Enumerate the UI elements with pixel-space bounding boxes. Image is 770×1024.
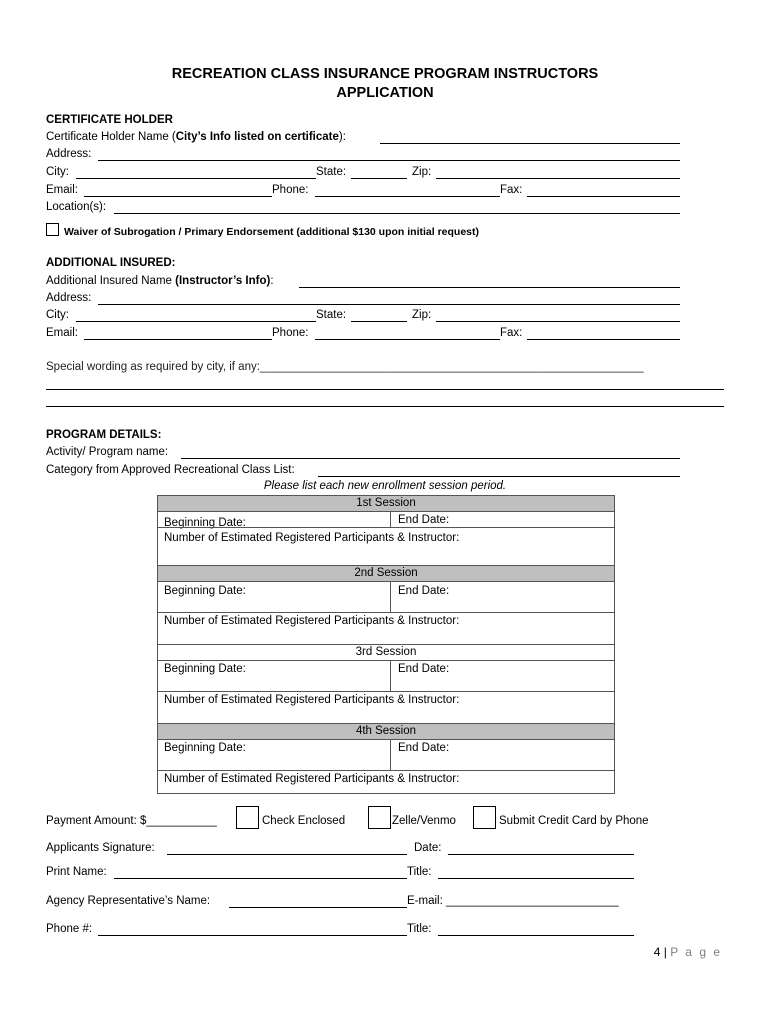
print-name-label: Print Name: [46,866,107,878]
certificate-address-field[interactable] [98,160,680,161]
session-4-begin-date[interactable]: Beginning Date: [164,742,246,754]
credit-card-label: Submit Credit Card by Phone [499,815,649,827]
certificate-email-field[interactable] [84,196,272,197]
special-wording-line-2[interactable] [46,406,724,407]
insured-state-label: State: [316,309,347,321]
special-wording-label: Special wording as required by city, if any:____________________________________________________________ [46,361,644,373]
session-3-end-date[interactable]: End Date: [398,663,450,675]
page-number: 4 [653,945,661,959]
credit-card-checkbox[interactable] [473,806,496,829]
title-label: Title: [407,866,432,878]
certificate-email-label: Email: [46,184,78,196]
session-1-header: 1st Session [158,496,614,512]
session-2-begin-date[interactable]: Beginning Date: [164,585,246,597]
date-field[interactable] [448,854,634,855]
agency-email-label[interactable]: E-mail: ___________________________ [407,895,619,907]
title-field-2[interactable] [438,935,634,936]
insured-city-label: City: [46,309,69,321]
category-label: Category from Approved Recreational Class List: [46,464,295,476]
certificate-location-label: Location(s): [46,201,107,213]
certificate-holder-name-label: Certificate Holder Name (City’s Info listed on certificate): [46,131,346,143]
session-4-participants[interactable]: Number of Estimated Registered Participants & Instructor: [164,773,460,785]
certificate-zip-label: Zip: [412,166,432,178]
session-2-participants[interactable]: Number of Estimated Registered Participants & Instructor: [164,615,460,627]
session-table [157,495,615,794]
document-title-line2: APPLICATION [336,85,434,101]
insured-fax-field[interactable] [527,339,680,340]
check-enclosed-label: Check Enclosed [262,815,346,827]
print-name-field[interactable] [114,878,407,879]
applicant-signature-field[interactable] [167,854,407,855]
session-3-begin-date[interactable]: Beginning Date: [164,663,246,675]
insured-fax-label: Fax: [500,327,523,339]
session-2-row-line [158,612,614,613]
certificate-holder-heading: CERTIFICATE HOLDER [46,114,173,126]
insured-phone-label: Phone: [272,327,309,339]
session-instruction: Please list each new enrollment session period. [263,480,507,492]
title-field[interactable] [438,878,634,879]
certificate-location-field[interactable] [114,213,680,214]
waiver-checkbox[interactable] [46,223,59,236]
agency-rep-label: Agency Representative’s Name: [46,895,211,907]
insured-address-field[interactable] [98,304,680,305]
certificate-address-label: Address: [46,148,92,160]
session-4-end-date[interactable]: End Date: [398,742,450,754]
session-3-header: 3rd Session [158,645,614,661]
zelle-venmo-checkbox[interactable] [368,806,391,829]
session-3-row-line [158,691,614,692]
session-4-row-line [158,770,614,771]
session-4-header: 4th Session [158,724,614,740]
certificate-fax-label: Fax: [500,184,523,196]
session-3-divider [390,661,391,691]
waiver-label: Waiver of Subrogation / Primary Endorsement (additional $130 upon initial request) [64,226,480,238]
certificate-zip-field[interactable] [436,178,680,179]
insured-email-label: Email: [46,327,78,339]
page-separator: | [660,945,671,959]
title-label-2: Title: [407,923,432,935]
certificate-state-label: State: [316,166,347,178]
session-2-header: 2nd Session [158,566,614,582]
certificate-fax-field[interactable] [527,196,680,197]
certificate-phone-field[interactable] [315,196,500,197]
activity-name-label: Activity/ Program name: [46,446,169,458]
check-enclosed-checkbox[interactable] [236,806,259,829]
insured-state-field[interactable] [351,321,407,322]
category-field[interactable] [318,476,680,477]
session-1-row-line [158,527,614,528]
additional-insured-heading: ADDITIONAL INSURED: [46,257,176,269]
certificate-city-field[interactable] [76,178,316,179]
activity-name-field[interactable] [181,458,680,459]
insured-zip-field[interactable] [436,321,680,322]
phone-label: Phone #: [46,923,93,935]
special-wording-line-1[interactable] [46,389,724,390]
additional-insured-name-field[interactable] [299,287,680,288]
document-title-line1: RECREATION CLASS INSURANCE PROGRAM INSTRUCTORS [171,66,599,82]
session-1-begin-date[interactable]: Beginning Date: [164,517,246,529]
agency-rep-field[interactable] [229,907,407,908]
date-label: Date: [414,842,442,854]
insured-email-field[interactable] [84,339,272,340]
session-1-divider [390,512,391,527]
payment-amount-label: Payment Amount: $___________ [46,815,217,827]
applicant-signature-label: Applicants Signature: [46,842,155,854]
certificate-holder-name-field[interactable] [380,143,680,144]
page-footer [654,945,722,959]
insured-city-field[interactable] [76,321,316,322]
program-details-heading: PROGRAM DETAILS: [46,429,162,441]
session-1-participants[interactable]: Number of Estimated Registered Participants & Instructor: [164,532,460,544]
session-3-participants[interactable]: Number of Estimated Registered Participants & Instructor: [164,694,460,706]
insured-zip-label: Zip: [412,309,432,321]
session-2-end-date[interactable]: End Date: [398,585,450,597]
page-word: P a g e [670,945,722,959]
certificate-state-field[interactable] [351,178,407,179]
insured-address-label: Address: [46,292,92,304]
session-2-divider [390,582,391,612]
session-4-divider [390,740,391,770]
phone-field[interactable] [98,935,407,936]
additional-insured-name-label: Additional Insured Name (Instructor’s Info): [46,275,274,287]
session-1-end-date[interactable]: End Date: [398,514,450,526]
certificate-city-label: City: [46,166,69,178]
insured-phone-field[interactable] [315,339,500,340]
zelle-venmo-label: Zelle/Venmo [392,815,456,827]
certificate-phone-label: Phone: [272,184,309,196]
